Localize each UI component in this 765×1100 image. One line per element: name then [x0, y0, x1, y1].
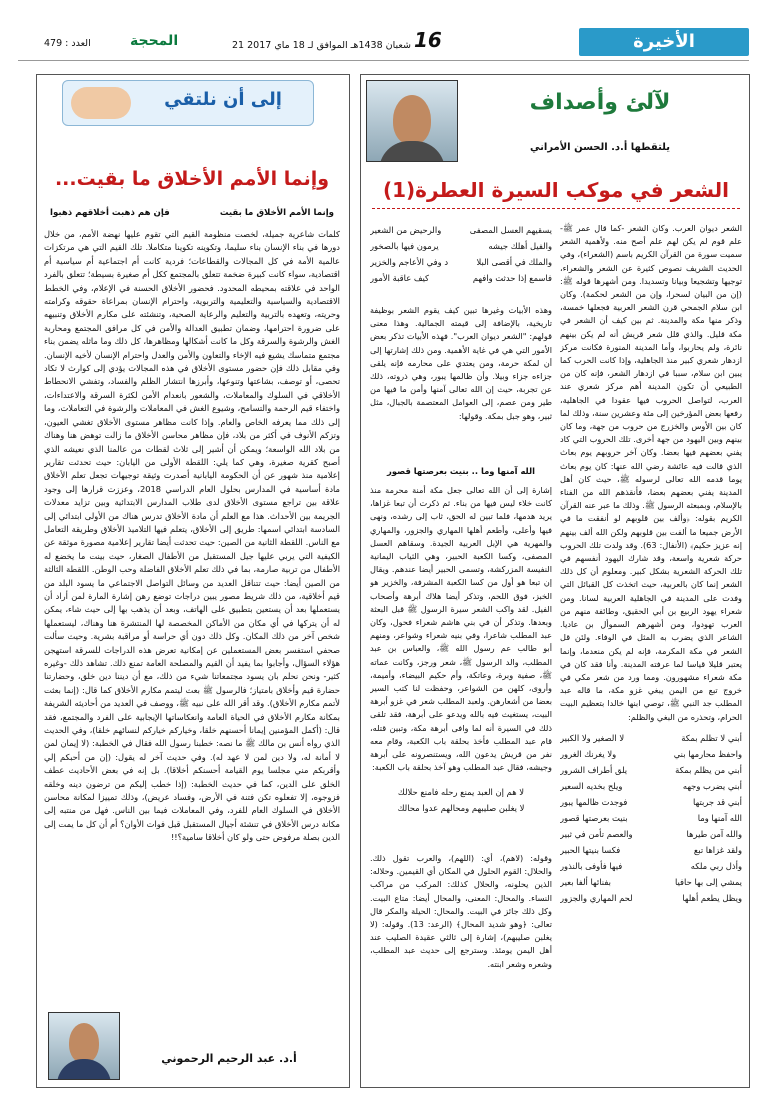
page-header [0, 0, 765, 62]
article-column-2b [370, 484, 552, 782]
verse-first-hemistich: ولقد غزاها تبع [693, 845, 742, 855]
header-divider [18, 60, 749, 61]
page-number: 16 [414, 28, 442, 52]
verse-first-hemistich: يسقيهم العسل المصفى [469, 225, 552, 235]
dateline: 21 شعبان 1438هـ الموافق لـ 18 ماي 2017 [232, 40, 411, 51]
verse-first-hemistich: أبني من يظلم بمكة [675, 765, 742, 775]
column-banner [62, 80, 314, 126]
left-article-body [44, 228, 340, 1024]
poem-3 [370, 784, 552, 848]
verse-second-hemistich: فكسا بنيتها الحبير [560, 845, 621, 855]
verse-second-hemistich: والرحيض من الشعير [370, 225, 442, 235]
mid-verse: الله آمنها وما .. بنيت بعرصتها قصور [387, 466, 535, 476]
verse-line [370, 222, 552, 238]
verse-second-hemistich: ويلح بخديه السعير [560, 781, 623, 791]
writer-portrait [48, 1012, 120, 1080]
issue-number: العدد : 479 [44, 38, 91, 49]
verse-line [560, 746, 742, 762]
verse-line [560, 794, 742, 810]
article-column-1 [560, 222, 742, 726]
verse-second-hemistich: لحم المهاري والجزور [560, 893, 633, 903]
verse-first-hemistich: الله آمنها وما [697, 813, 742, 823]
verse-line [370, 254, 552, 270]
verse-first-hemistich: واحفظ محارمها بني [673, 749, 742, 759]
poem-2 [370, 222, 552, 302]
section-label: الأخيرة [579, 28, 749, 56]
verse-line [560, 890, 742, 906]
verse-first-hemistich: والفيل أهلك جيشه [488, 241, 552, 251]
verse-line [560, 858, 742, 874]
verse-first-hemistich: أبني قد جربتها [693, 797, 742, 807]
verse-first-hemistich: ويظل يطعم أهلها [682, 893, 742, 903]
left-article-text: كلمات شاعرية جميلة، لخصت منظومة القيم التي تقوم عليها نهضة الأمم، من خلال دورها في بناء الإنسان بناء سليما، وتكوينه تكوينا متكاملا. تلك القيم التي هي مرتكزات عالمية الأمة في كل المجالات والقطاعات؛ فردية كانت أم اجتماعية أم سياسية أم اقتصادية، سواء كانت كبيرة ضخمة تتعلق بالمجتمع ككل أم صغيرة بسيطة؛ تتعلق بالفرد الواحد في علاقته بمحيطه المحدود. فحضور الأخلاق الحسنة في الإعلام، وفي الخطط الاقتصادية والسياسية والتعليمية والتربوية، واحترام الإنسان بمراعاة حقوقه وكرامته وحريته، وتعهده بالتربية والتعليم والرعاية الصحية، وتنشئته على مكارم الأخلاق وتنبيهه على ضرورة احترامها، وضمان تطبيق العدالة والأمن في كل مرافق المجتمع ومحاربة الغش والرشوة والسرقة وكل ما كانت أشكالها ومظاهرها، كل ذلك وما ماثله يضمن بناء مجتمع متماسك يشيع فيه الإخاء والتعاون والأمن والعدل واحترام الإنسان لأخيه الإنسان. وفي مقابل ذلك فإن حضور مستوى الأخلاق في هذه المجالات يؤدي إلى كوارث لا تكاد تحصى، أو توصف، بشاعتها وتنوعها، وأبرزها انتشار الظلم والفساد، وتفشي الانحطاط الأخلاقي في السلوك والمعاملات، والشعور بانعدام الأمن لكثرة السرقة والاعتداءات، واختفاء قيم الرحمة والتسامح، وشيوع الغش في المعاملات والرشوة في التعاملات، وما إلى ذلك مما يعرفه الخاص والعام. وإذا كانت مظاهر مستوى الأخلاق تغشي العيون، وتزكم الأنوف في أكثر من بلاد، فإن مظاهر محاسن الأخلاق ما زالت توهض هنا وهناك من بلاد الله الواسعة؛ ويمكن أن أشير إلى ثلاث لقطات من عالمنا الذي نعيشه الذي أصبح كقرية صغيرة، وهي كما يلي: اللقطة الأولى من اليابان: حيث تحدثت تقارير إعلامية منذ شهور عن أن الحكومة اليابانية أصدرت وثيقة توجيهات تجعل تعلم الأخلاق مادة أساسية في المدارس بحلول العام الدراسي 2018، وعززت قرارها إلى وجود علاقة بين تراجع مستوى الأخلاق لدى طلاب المدارس الابتدائية وبين تزايد معدلات الجريمة بين الأحداث. هذا مع العلم أن مادة الأخلاق تدرس هناك من الأولى ابتدائي إلى السادسة ابتدائي اسمها: طريق إلى الأخلاق، يتعلم فيها التلاميذ الأخلاق وطريقة التعامل مع الناس. اللقطة الثانية من الصين: حيث تحدثت أيضا تقارير إعلامية مصورة موثقة عن الكيفية التي يربي عليها جيل المستقبل من الأطفال الصغار، حيث بينت ما يخضع له الأطفال من تربية صارمة، بما في ذلك تعلم الأخلاق الفاضلة وحب الوطن. اللقطة الثالثة من الصين أيضا: حيث تتناقل العديد من وسائل التواصل الاجتماعي ما يسود البلد من قيم أخلاقية، من ذلك شريط مصور يبين دراجات توضع رهن إشارة المارة لمن أراد أن يستعملها بعد أن يستعين بتطبيق على الهاتف، وبعد أن يذهب بها إلى حيث شاء، يمكن له أن يتركها في أي مكان من الأماكن المخصصة لها المنتشرة هنا وهناك، ليستعملها شخص آخر من ذلك المكان. وكل ذلك دون أي حراسة أو مراقبة بشرية. وحيث سألت صحفي استفسر بعض المستعملين عن إمكانية تعرض هذه الدراجات للسرقة استهجن هؤلاء السؤال، وأجابوا بما يفيد أن القيم والمصلحة العامة تمنع ذلك. تشاهد ذلك -وغيره كثير- ونحن نحلم بان يسود مجتمعاتنا شيء من ذلك، مع أن ديننا دين خلق، وحضارتنا حضارة قيم وأخلاق بامتياز؛ فالرسول ﷺ بعث ليتمم مكارم الأخلاق كما قال: (إنما بعثت لأتمم مكارم الأخلاق). وقد أقر الله على نبيه ﷺ، ووصف في العديد من أحاديثه الشريفة بمكانة مكارم الأخلاق في الحياة العامة وانعكاساتها الإيجابية على الفرد والمجتمع، فقد قال: (أكمل المؤمنين إيمانا أحسنهم خلقا، وخياركم خياركم لنسائهم خلقا)، وفي الحديث الذي رواه أنس بن مالك ﷺ ما نصه: خطبنا رسول الله فقال في الخطبة: (لا إيمان لمن لا أمانة له، ولا دين لمن لا عهد له). وفي حديث آخر له يقول: (إن من أحبكم إلي وأقربكم مني مجلسا يوم القيامة أحسنكم أخلاقا). بل إنه في بعض الأحاديث عطف الخلق على الدين، كما في حديث الخطبة: (إذا خطب إليكم من ترضون دينه وخلقه فزوجوه، إلا تفعلوه تكن فتنة في الأرض، وفساد عريض)، وذلك تمييزا لمكانة محاسن الأخلاق في السلوك العام للفرد، وفي المعاملات فيما بين الناس. فهل من منتبه إلى مكانة درس الأخلاق في تنشئة أجيال المستقبل قبل فوات الأوان؟ أم أن كل ما يمت إلى الدين بصلة مرفوض حتى ولو كان أخلاقا سامية؟!! [44, 229, 340, 843]
opening-verse-part-b: فإن هم ذهبت أخلاقهم ذهبوا [50, 208, 170, 218]
banner-label: إلى أن نلتقي [164, 89, 282, 110]
verse-line [370, 238, 552, 254]
verse-second-hemistich: ولا يغرنك الغرور [560, 749, 617, 759]
verse-first-hemistich: يمشي إلى بها حافيا [674, 877, 742, 887]
handshake-icon [71, 87, 131, 119]
column-logo: لآلئ وأصداف [529, 90, 671, 115]
opening-verse-part-a: وإنما الأمم الأخلاق ما بقيت [219, 208, 334, 218]
article-column-2a [370, 304, 552, 464]
opening-verse [44, 208, 340, 224]
poem-1 [560, 730, 742, 1080]
verse-line: لا هم إن العبد يمنع رحله فامنع حلالك [397, 787, 525, 797]
article-text-col1: الشعر ديوان العرب. وكان الشعر -كما قال عمر ﷺ- علم قوم لم يكن لهم علم أصح منه. ولأهمية الشعر سميت سورة من القرآن الكريم باسم (الشعراء)، وفي الحديث الشريف نصوص كثيرة عن الشعر والشعراء، توجيها وتشجيعا وبيانا وتسديدا. ومن أشهرها قوله ﷺ: (إن من البيان لسحرا، وإن من الشعر لحكمة). وكان ابن سلام الجمحي قرن الشعر العربية فجعلها خمسة، وذكر منها مكة والمدينة. ثم بين كيف أن الشعر في مكة قليل. والذي قلل شعر قريش أنه لم يكن بينهم نائرة، ولم يحاربوا، وأما المدينة المنورة فكانت مركز ازدهار شعري كبير منذ الجاهلية، وإذا كانت الحرب كما يبين ابن سلام، سببا في ازدهار الشعر، فإنه كان من الطبيعي أن تكون المدينة أهم مركز شعري عند العرب، لتواصل الحروب فيها عقودا في الجاهلية، رفعها بعض المؤرخين إلى مئة وعشرين سنة، وذلك لما كان بين الأوس والخزرج من حروب من جهة، وما كان بينهم وبين اليهود من جهة أخرى. تلك الحروب التي كاد يفني بعضهم فيها بعضا. وكان آخر حروبهم يوم بعاث الذي قالت فيه عائشة رضي الله عنها: كان يوم بعاث يوما قدمه الله تعالى لرسوله ﷺ، حيث كان أهل المدينة يفني بعضهم بعضا، فأنقذهم الله من الفناء بالإسلام، وبمبعثه الرسول ﷺ. وذلك ما عبر عنه القرآن الكريم بقوله: ﴿وألف بين قلوبهم لو أنفقت ما في الأرض جميعا ما ألفت بين قلوبهم ولكن الله ألف بينهم إنه عزيز حكيم﴾ (الأنفال: 63). وقد ولدت تلك الحروب حركة شعرية واسعة، وقد شارك اليهود أنفسهم في تلك الحركة الشعرية بشكل كبير. ومعلوم أن كل ذلك الشعر إنما كان بالعربية، حيث اتخذت كل القبائل التي وفدت على المدينة في الجاهلية العربية لسانا. ومن شعراء يهود الربيع بن أبي الحقيق، وطائفة منهم من العرب تهودوا، ومن أشهرهم السموأل بن عاديا. الشاعر الذي يضرب به المثل في الوفاء. ولئن قل الشعر في مكة المكرمة، فإنه لم يكن منعدما، وإنما يعتبر قليلا قياسا لما عرفته المدينة. وأنا فقد كان في مكة شعراء مشهورون. ومما ورد من شعر مكي في خروج تبع من اليمن يبغي غزو مكة، ما قاله عبد المطلب جد النبي ﷺ، توصي ابنها خالدا بتعظيم البيت الحرام، وتحذره من البغي والظلم: [560, 223, 742, 722]
verse-line [560, 842, 742, 858]
verse-second-hemistich: د وفي الأعاجم والخزير [370, 257, 449, 267]
verse-second-hemistich: لا الصغير ولا الكبير [560, 733, 625, 743]
verse-first-hemistich: أبني لا تظلم بمكة [681, 733, 742, 743]
article-text-col2-intro: وهذه الأبيات وغيرها تبين كيف يقوم الشعر بوظيفة تاريخية، بالإضافة إلى قيمته الجمالية. وهذا معنى قولهم: "الشعر ديوان العرب". فهذه الأبيات تذكر بعض الأمور التي هي في غاية الأهمية. ومن ذلك إشارتها إلى أن لمكة حرمة، ومن يعتدي على محارمه فإنه يلقى جزاءه جزاء وبيلا. وأن ظالمها يبور، وهي ذروته، ذلك عن تجربة، حيث إن الله تعالى آمنها وأمن ما فيها من طير ومن عصم، إلى العوامل المعتصمة بالجبال، مثل ثبير، وهو جبل بمكة. وقولها: [370, 305, 552, 421]
article-text-col2-end: وقوله: (لاهم)، أي: (اللهم)، والعرب تقول ذلك. والحلال: القوم الحلول في المكان أي القيمين. وحلاله: الذين يحلونه، والحلال كذلك: المركب من مراكب النساء. والمحال: المعنى، والمحال أيضا: متاع البيت. وكل ذلك جائز في البيت. والمحال: الحيلة والمكر قال تعالى: ﴿وهو شديد المحال﴾ (الرعد: 13). وقوله: (لا يغلبن صليبهم)، إشارة إلى ثالثي عقيدة الصليب عند أهل اليمن يومئذ. وسترجع إلى حديث عبد المطلب، وشعره وشعر ابنته. [370, 853, 552, 969]
verse-second-hemistich: كيف عاقبة الأمور [370, 273, 430, 283]
verse-second-hemistich: يلق أطراف الشرور [560, 765, 628, 775]
verse-line [560, 730, 742, 746]
verse-second-hemistich: والعصم تأمن في ثبير [560, 829, 633, 839]
left-article-title: وإنما الأمم الأخلاق ما بقيت... [54, 168, 330, 190]
verse-line: لا يغلبن صليبهم ومحالهم عدوا محالك [397, 803, 525, 813]
writer-name: أ.د. عبد الرحيم الرحموني [161, 1052, 297, 1065]
verse-first-hemistich: والملك في أقصى البلا [476, 257, 552, 267]
verse-first-hemistich: وأذل ربي ملكه [690, 861, 742, 871]
verse-second-hemistich: فوجدت ظالمها يبور [560, 797, 628, 807]
masthead-logo: المحجة [130, 33, 179, 49]
verse-first-hemistich: فاسمع إذا حدثت وافهم [472, 273, 552, 283]
verse-first-hemistich: أبني يضرب وجهه [682, 781, 742, 791]
verse-line [560, 778, 742, 794]
verse-line [560, 826, 742, 842]
article-title: الشعر في موكب السيرة العطرة(1) [372, 178, 740, 209]
article-text-col2-mid: إشارة إلى أن الله تعالى جعل مكة أمنة محرمة منذ كانت خلاء ليس فيها من بناء. ثم ذكرت أن تبعا غزاها، يريد هدمها، فلما تبين له الحق، ثاب إلى رشده، ونهى فيها وأعلى، وأطعم أهلها المهاري والجزور، والمهاري والمهرية هي الإبل العربية الجيدة. وسقاهم العسل المصفى، وكسا الكعبة الحبير، وهي الثياب اليمانية النفيسة المزركشة، وتسمى الحبير أيضا عندهم. ويقال إن تبعا هو أول من كسا الكعبة المشرفة، والخزير هو الخبز، فوق اللحم، وتذكر أيضا هلاك أبرهة وأصحاب الفيل. لقد واكب الشعر سيرة الرسول ﷺ قبل البعثة وبعدها. وتذكر أن في بني هاشم شعراء فحول، وكان عبد المطلب شاعرا، وفي بنيه شعراء وشواعر، ومنهم أبو طالب عم رسول الله ﷺ، والعباس بن عبد المطلب، والد الرسول ﷺ، شعر ورجز، وكانت عماته ﷺ، صفية وبرة، وعاتكة، وأم حكيم البيضاء، وأميمة، وأروى، كلهن من الشواعر، وحفظت لنا كتب السير بعضا من أشعارهن. ولعبد المطلب شعر في غزو أبرهة البيت، يستغيث فيه بالله ويدعو على أبرهة، فقد تلقى ذلك في السيرة أنه لما وافى أبرهة مكة، وتبين قتله، قام عبد المطلب فأخذ بحلقة باب الكعبة، وقام معه نفر من قريش يدعون الله، ويستنصرونه على أبرهة وجيشه، فقال عبد المطلب وهو آخذ بحلقة باب الكعبة: [370, 485, 552, 773]
verse-line [560, 762, 742, 778]
verse-line [370, 270, 552, 286]
article-column-2c [370, 852, 552, 1080]
author-portrait [366, 80, 458, 162]
verse-line [560, 810, 742, 826]
verse-second-hemistich: يرمون فيها بالصخور [370, 241, 439, 251]
verse-first-hemistich: والله آمن طيرها [686, 829, 742, 839]
column-author: يلتقطها أ.د. الحسن الأمراني [530, 142, 670, 153]
verse-line [560, 874, 742, 890]
verse-second-hemistich: فيها فأوفى بالنذور [560, 861, 623, 871]
verse-second-hemistich: بنيت بعرصتها قصور [560, 813, 628, 823]
verse-second-hemistich: بفنائها ألفا بعير [560, 877, 611, 887]
